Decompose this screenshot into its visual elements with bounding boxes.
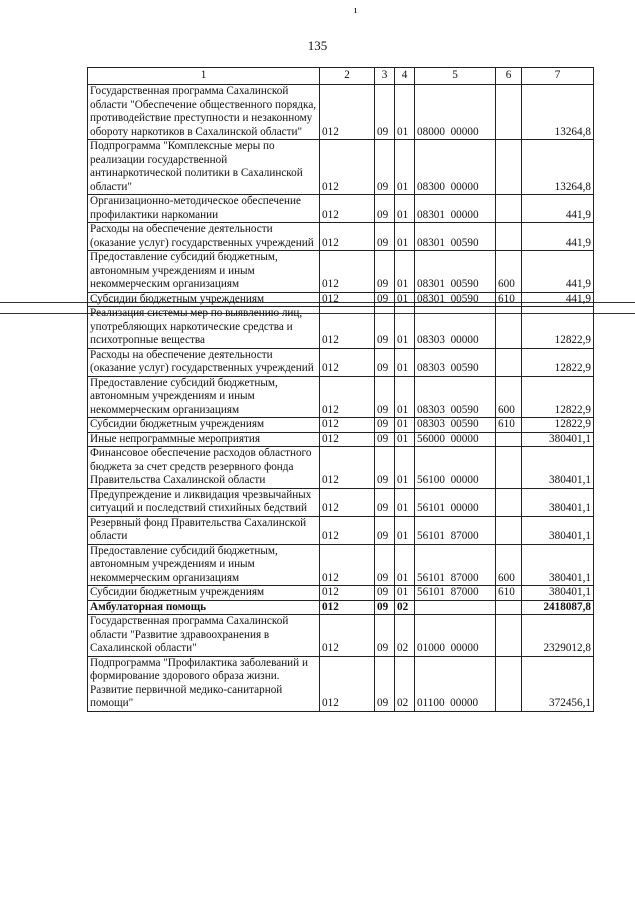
target-article-cell <box>415 600 496 615</box>
table-row <box>88 447 594 489</box>
target-article-cell: 08303 00000 <box>415 307 496 349</box>
table-row <box>88 251 594 293</box>
table-row <box>88 488 594 516</box>
subsection-cell: 02 <box>395 615 415 657</box>
amount-cell: 12822,9 <box>522 418 594 433</box>
header-cell: 7 <box>522 68 594 85</box>
table-row <box>88 376 594 418</box>
section-cell: 09 <box>375 251 395 293</box>
table-row <box>88 432 594 447</box>
header-cell: 1 <box>88 68 320 85</box>
section-cell: 09 <box>375 600 395 615</box>
admin-code-cell: 012 <box>320 140 375 195</box>
amount-cell: 12822,9 <box>522 348 594 376</box>
target-article-cell: 08301 00590 <box>415 223 496 251</box>
name-cell: Резервный фонд Правительства Сахалинской области <box>88 516 320 544</box>
section-cell: 09 <box>375 447 395 489</box>
subsection-cell: 01 <box>395 418 415 433</box>
section-cell: 09 <box>375 516 395 544</box>
amount-cell: 12822,9 <box>522 307 594 349</box>
amount-cell: 2329012,8 <box>522 615 594 657</box>
subsection-cell: 01 <box>395 447 415 489</box>
subsection-cell: 01 <box>395 516 415 544</box>
admin-code-cell: 012 <box>320 376 375 418</box>
admin-code-cell: 012 <box>320 292 375 307</box>
expense-type-cell: 610 <box>496 418 522 433</box>
expense-type-cell: 600 <box>496 251 522 293</box>
name-cell: Реализация системы мер по выявлению лиц, употребляющих наркотические средства и психотропные вещества <box>88 307 320 349</box>
name-cell: Субсидии бюджетным учреждениям <box>88 586 320 601</box>
name-cell: Подпрограмма "Комплексные меры по реализации государственной антинаркотической политики в Сахалинской области" <box>88 140 320 195</box>
target-article-cell: 08301 00590 <box>415 292 496 307</box>
amount-cell: 12822,9 <box>522 376 594 418</box>
expense-type-cell: 600 <box>496 376 522 418</box>
expense-type-cell <box>496 223 522 251</box>
name-cell: Амбулаторная помощь <box>88 600 320 615</box>
subsection-cell: 01 <box>395 348 415 376</box>
admin-code-cell: 012 <box>320 600 375 615</box>
admin-code-cell: 012 <box>320 223 375 251</box>
table-row <box>88 140 594 195</box>
target-article-cell: 56101 87000 <box>415 516 496 544</box>
expense-type-cell <box>496 488 522 516</box>
admin-code-cell: 012 <box>320 656 375 711</box>
admin-code-cell: 012 <box>320 615 375 657</box>
budget-table <box>87 67 594 712</box>
table-row <box>88 600 594 615</box>
name-cell: Государственная программа Сахалинской области "Обеспечение общественного порядка, противодействие преступности и незаконному обороту наркотиков в Сахалинской области" <box>88 85 320 140</box>
header-cell: 3 <box>375 68 395 85</box>
header-cell: 2 <box>320 68 375 85</box>
table-row <box>88 195 594 223</box>
expense-type-cell <box>496 516 522 544</box>
admin-code-cell: 012 <box>320 418 375 433</box>
section-cell: 09 <box>375 292 395 307</box>
expense-type-cell: 610 <box>496 586 522 601</box>
target-article-cell: 56101 87000 <box>415 544 496 586</box>
table-row <box>88 615 594 657</box>
subsection-cell: 01 <box>395 544 415 586</box>
name-cell: Предоставление субсидий бюджетным, автономным учреждениям и иным некоммерческим организациям <box>88 251 320 293</box>
table-row <box>88 292 594 307</box>
amount-cell: 380401,1 <box>522 488 594 516</box>
name-cell: Предоставление субсидий бюджетным, автономным учреждениям и иным некоммерческим организациям <box>88 544 320 586</box>
amount-cell: 2418087,8 <box>522 600 594 615</box>
amount-cell: 380401,1 <box>522 432 594 447</box>
target-article-cell: 08300 00000 <box>415 140 496 195</box>
table-row <box>88 223 594 251</box>
admin-code-cell: 012 <box>320 516 375 544</box>
amount-cell: 441,9 <box>522 292 594 307</box>
table-row <box>88 307 594 349</box>
expense-type-cell <box>496 432 522 447</box>
page-top-mark: ı <box>354 4 358 16</box>
name-cell: Иные непрограммные мероприятия <box>88 432 320 447</box>
admin-code-cell: 012 <box>320 447 375 489</box>
table-row <box>88 348 594 376</box>
name-cell: Расходы на обеспечение деятельности (оказание услуг) государственных учреждений <box>88 348 320 376</box>
name-cell: Финансовое обеспечение расходов областного бюджета за счет средств резервного фонда Правительства Сахалинской области <box>88 447 320 489</box>
section-cell: 09 <box>375 432 395 447</box>
expense-type-cell <box>496 656 522 711</box>
amount-cell: 380401,1 <box>522 586 594 601</box>
section-cell: 09 <box>375 348 395 376</box>
table-row <box>88 85 594 140</box>
amount-cell: 372456,1 <box>522 656 594 711</box>
target-article-cell: 01000 00000 <box>415 615 496 657</box>
amount-cell: 13264,8 <box>522 85 594 140</box>
section-cell: 09 <box>375 376 395 418</box>
table-row <box>88 516 594 544</box>
amount-cell: 441,9 <box>522 251 594 293</box>
target-article-cell: 01100 00000 <box>415 656 496 711</box>
subsection-cell: 01 <box>395 140 415 195</box>
section-cell: 09 <box>375 307 395 349</box>
section-cell: 09 <box>375 656 395 711</box>
target-article-cell: 56101 00000 <box>415 488 496 516</box>
subsection-cell: 01 <box>395 292 415 307</box>
section-cell: 09 <box>375 488 395 516</box>
expense-type-cell: 610 <box>496 292 522 307</box>
subsection-cell: 01 <box>395 85 415 140</box>
name-cell: Предупреждение и ликвидация чрезвычайных ситуаций и последствий стихийных бедствий <box>88 488 320 516</box>
subsection-cell: 01 <box>395 251 415 293</box>
table-row <box>88 656 594 711</box>
target-article-cell: 08303 00590 <box>415 376 496 418</box>
section-cell: 09 <box>375 586 395 601</box>
header-cell: 6 <box>496 68 522 85</box>
amount-cell: 380401,1 <box>522 544 594 586</box>
name-cell: Расходы на обеспечение деятельности (оказание услуг) государственных учреждений <box>88 223 320 251</box>
amount-cell: 13264,8 <box>522 140 594 195</box>
target-article-cell: 08303 00590 <box>415 418 496 433</box>
expense-type-cell <box>496 195 522 223</box>
admin-code-cell: 012 <box>320 488 375 516</box>
admin-code-cell: 012 <box>320 85 375 140</box>
amount-cell: 441,9 <box>522 195 594 223</box>
page-number: 135 <box>307 38 328 53</box>
admin-code-cell: 012 <box>320 195 375 223</box>
header-cell: 4 <box>395 68 415 85</box>
target-article-cell: 08000 00000 <box>415 85 496 140</box>
admin-code-cell: 012 <box>320 586 375 601</box>
expense-type-cell <box>496 85 522 140</box>
target-article-cell: 08301 00000 <box>415 195 496 223</box>
subsection-cell: 01 <box>395 195 415 223</box>
header-cell: 5 <box>415 68 496 85</box>
name-cell: Государственная программа Сахалинской области "Развитие здравоохранения в Сахалинской области" <box>88 615 320 657</box>
table-header-row <box>88 68 594 85</box>
subsection-cell: 02 <box>395 656 415 711</box>
name-cell: Предоставление субсидий бюджетным, автономным учреждениям и иным некоммерческим организациям <box>88 376 320 418</box>
expense-type-cell <box>496 307 522 349</box>
subsection-cell: 01 <box>395 586 415 601</box>
section-cell: 09 <box>375 418 395 433</box>
section-cell: 09 <box>375 85 395 140</box>
table-row <box>88 418 594 433</box>
admin-code-cell: 012 <box>320 432 375 447</box>
target-article-cell: 56100 00000 <box>415 447 496 489</box>
section-cell: 09 <box>375 195 395 223</box>
target-article-cell: 08303 00590 <box>415 348 496 376</box>
amount-cell: 380401,1 <box>522 447 594 489</box>
expense-type-cell <box>496 600 522 615</box>
subsection-cell: 02 <box>395 600 415 615</box>
table-row <box>88 544 594 586</box>
subsection-cell: 01 <box>395 488 415 516</box>
admin-code-cell: 012 <box>320 544 375 586</box>
admin-code-cell: 012 <box>320 348 375 376</box>
table-row <box>88 586 594 601</box>
section-cell: 09 <box>375 140 395 195</box>
subsection-cell: 01 <box>395 307 415 349</box>
subsection-cell: 01 <box>395 376 415 418</box>
expense-type-cell <box>496 348 522 376</box>
expense-type-cell <box>496 447 522 489</box>
expense-type-cell <box>496 140 522 195</box>
amount-cell: 380401,1 <box>522 516 594 544</box>
target-article-cell: 08301 00590 <box>415 251 496 293</box>
expense-type-cell <box>496 615 522 657</box>
amount-cell: 441,9 <box>522 223 594 251</box>
section-cell: 09 <box>375 544 395 586</box>
expense-type-cell: 600 <box>496 544 522 586</box>
name-cell: Организационно-методическое обеспечение профилактики наркомании <box>88 195 320 223</box>
subsection-cell: 01 <box>395 223 415 251</box>
target-article-cell: 56101 87000 <box>415 586 496 601</box>
admin-code-cell: 012 <box>320 307 375 349</box>
target-article-cell: 56000 00000 <box>415 432 496 447</box>
section-cell: 09 <box>375 223 395 251</box>
name-cell: Субсидии бюджетным учреждениям <box>88 292 320 307</box>
name-cell: Подпрограмма "Профилактика заболеваний и формирование здорового образа жизни. Развитие первичной медико-санитарной помощи" <box>88 656 320 711</box>
name-cell: Субсидии бюджетным учреждениям <box>88 418 320 433</box>
section-cell: 09 <box>375 615 395 657</box>
admin-code-cell: 012 <box>320 251 375 293</box>
subsection-cell: 01 <box>395 432 415 447</box>
